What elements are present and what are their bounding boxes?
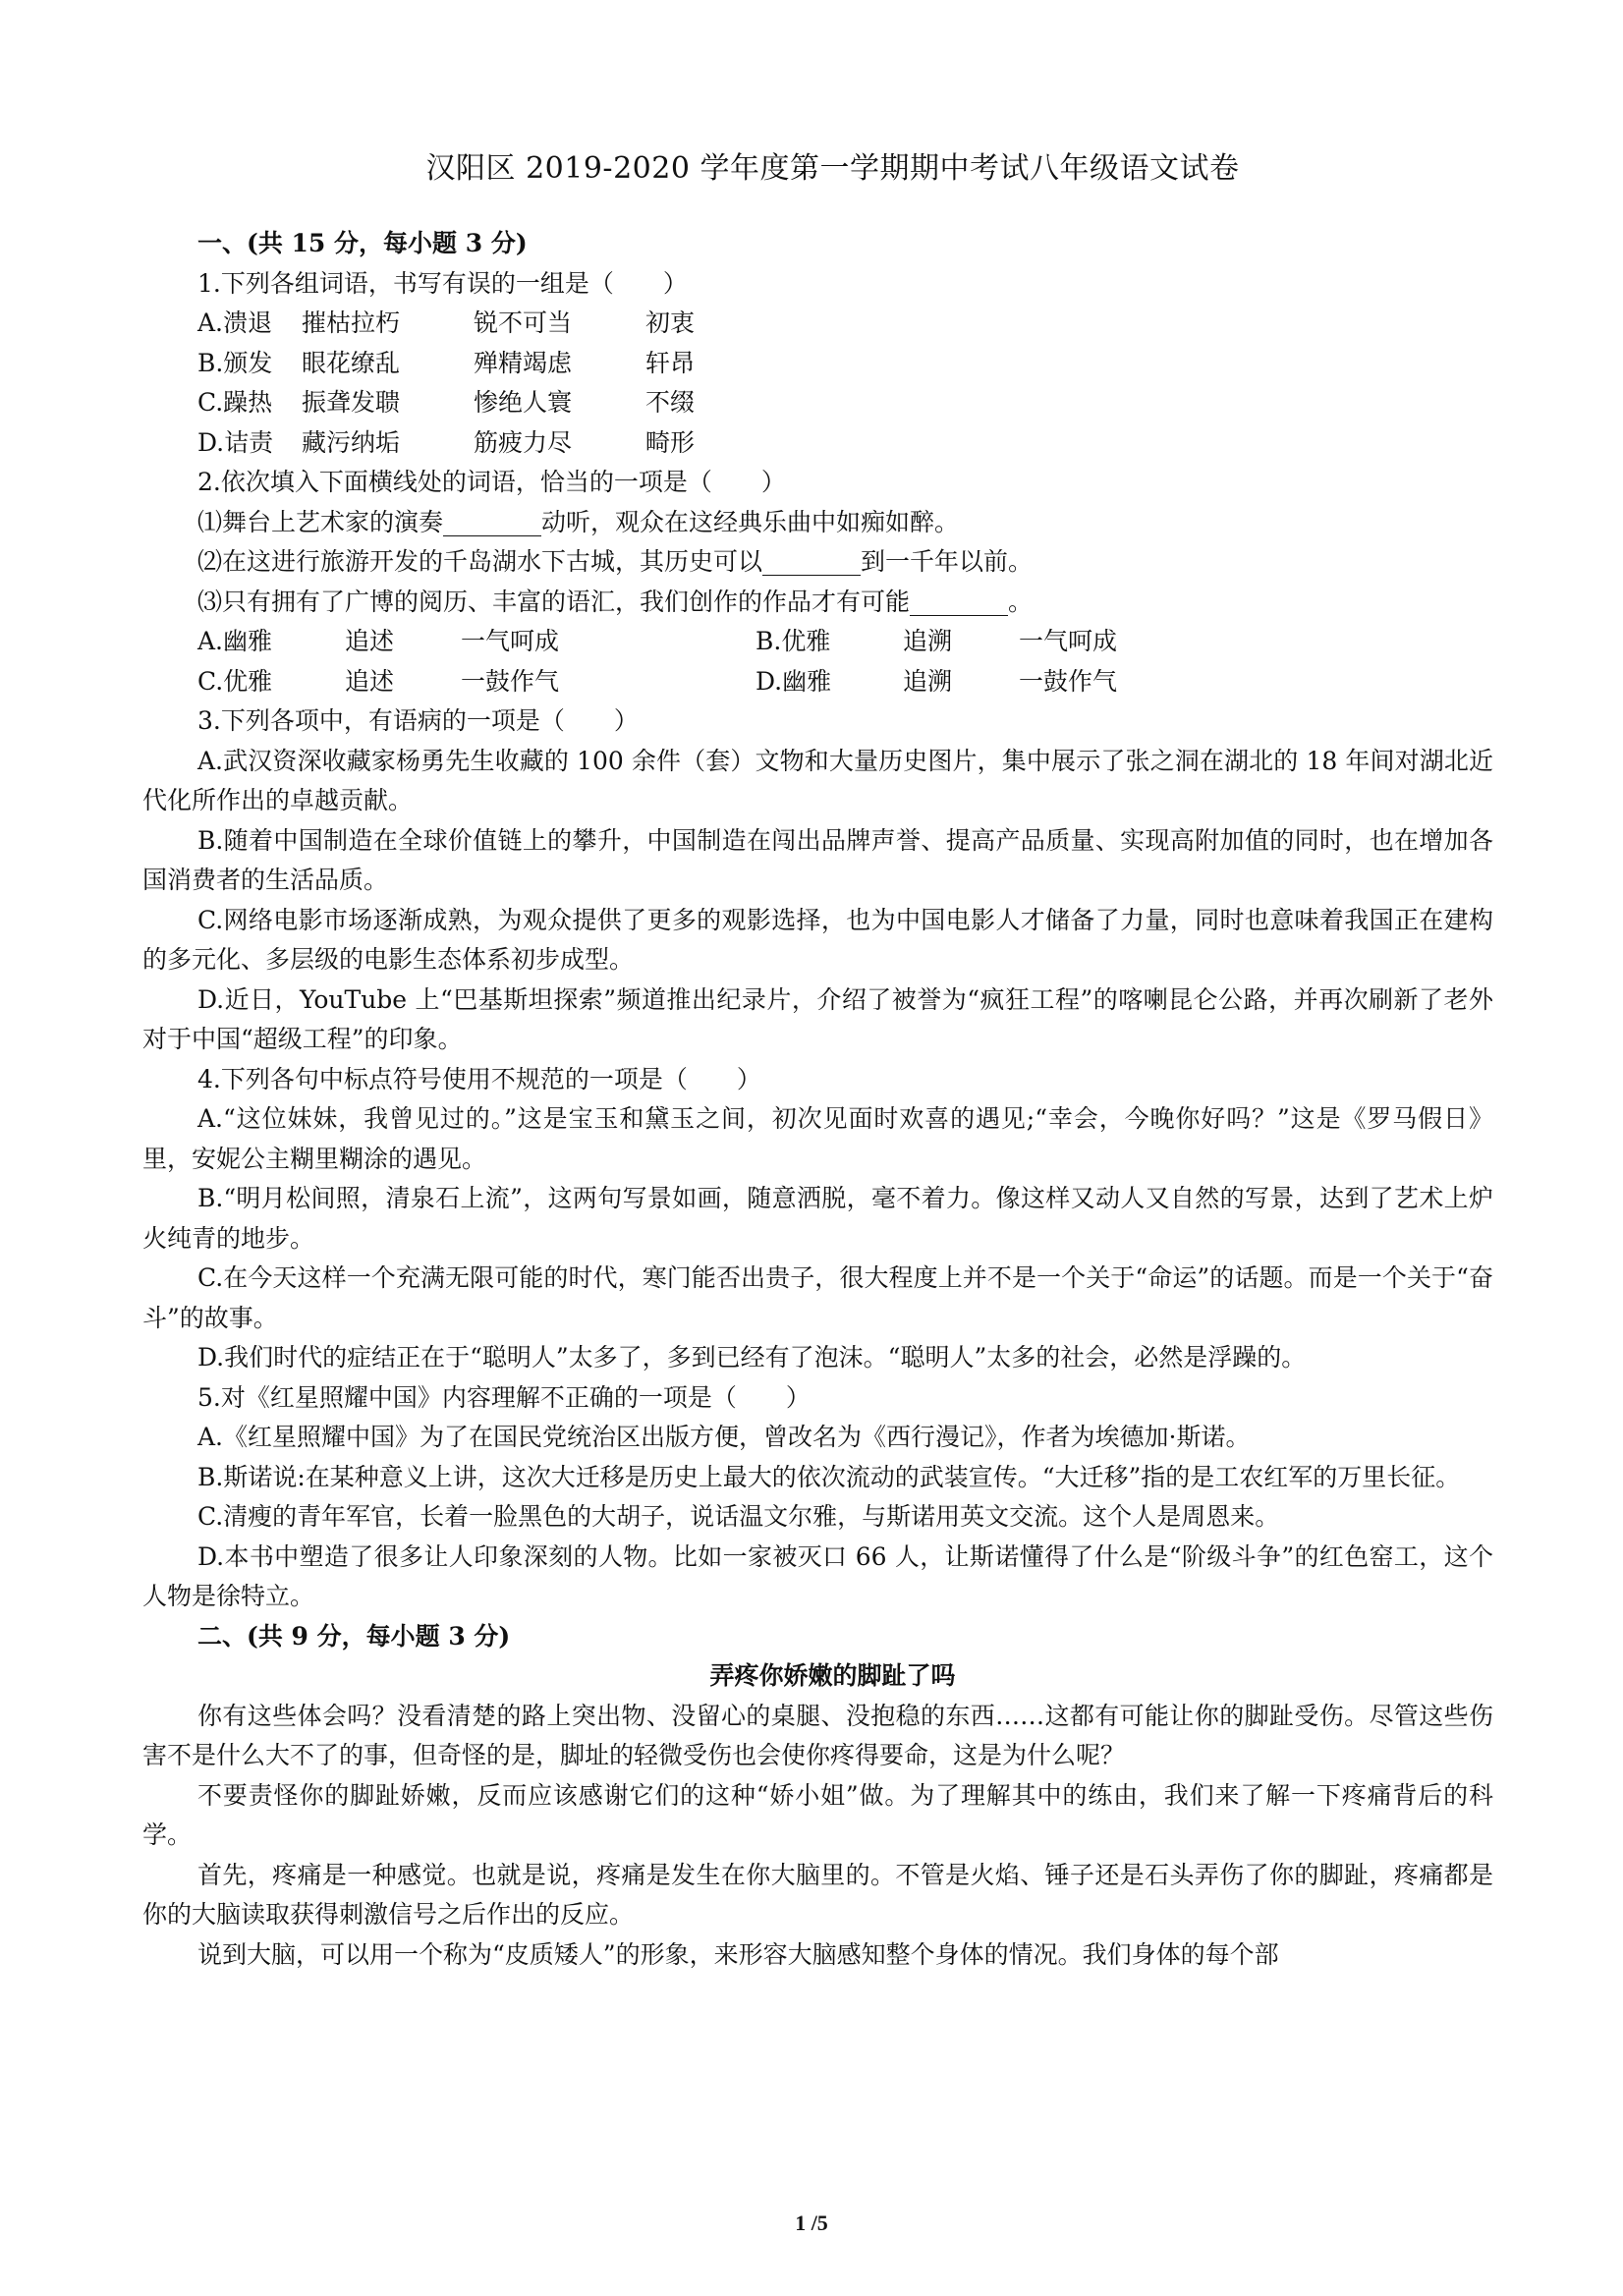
option-word: 殚精竭虑 bbox=[474, 348, 573, 377]
q1-option-a bbox=[142, 304, 1493, 344]
option-word: 振聋发聩 bbox=[302, 388, 401, 417]
q2-options-row-1 bbox=[142, 622, 1493, 662]
option-word: 一鼓作气 bbox=[461, 666, 560, 696]
q2-sentence-3: ⑶只有拥有了广博的阅历、丰富的语汇，我们创作的作品才有可能________。 bbox=[197, 587, 1034, 616]
option-word: 一气呵成 bbox=[461, 627, 560, 655]
q1-option-b bbox=[142, 344, 1493, 384]
option-word: 追溯 bbox=[903, 627, 953, 655]
q1-option-c bbox=[142, 383, 1493, 423]
q3-option-d: D.近日，YouTube 上“巴基斯坦探索”频道推出纪录片，介绍了被誉为“疯狂工程”的喀喇昆仑公路，并再次刷新了老外对于中国“超级工程”的印象。 bbox=[142, 984, 1493, 1053]
question-5-stem: 5.对《红星照耀中国》内容理解不正确的一项是（ ） bbox=[197, 1382, 811, 1412]
question-2-stem: 2.依次填入下面横线处的词语，恰当的一项是（ ） bbox=[197, 468, 786, 496]
option-label: B.颁发 bbox=[197, 348, 273, 377]
page-title: 汉阳区 2019-2020 学年度第一学期期中考试八年级语文试卷 bbox=[425, 151, 1240, 186]
q4-option-c: C.在今天这样一个充满无限可能的时代，寒门能否出贵子，很大程度上并不是一个关于“命运”的话题。而是一个关于“奋斗”的故事。 bbox=[142, 1263, 1493, 1332]
q4-option-b: B.“明月松间照，清泉石上流”，这两句写景如画，随意洒脱，毫不着力。像这样又动人又自然的写景，达到了艺术上炉火纯青的地步。 bbox=[142, 1184, 1493, 1253]
article-paragraph-2: 不要责怪你的脚趾娇嫩，反而应该感谢它们的这种“娇小姐”做。为了理解其中的练由，我们来了解一下疼痛背后的科学。 bbox=[142, 1780, 1493, 1849]
q5-option-c: C.清瘦的青年军官，长着一脸黑色的大胡子，说话温文尔雅，与斯诺用英文交流。这个人是周恩来。 bbox=[197, 1502, 1280, 1531]
q2-sentence-1: ⑴舞台上艺术家的演奏________动听，观众在这经典乐曲中如痴如醉。 bbox=[197, 507, 960, 536]
option-label: D.诘责 bbox=[197, 427, 274, 457]
option-word: 追述 bbox=[345, 627, 395, 655]
q3-option-c: C.网络电影市场逐渐成熟，为观众提供了更多的观影选择，也为中国电影人才储备了力量，同时也意味着我国正在建构的多元化、多层级的电影生态体系初步成型。 bbox=[142, 905, 1493, 974]
option-word: 追述 bbox=[345, 666, 395, 696]
option-word: 藏污纳垢 bbox=[302, 427, 401, 457]
q5-option-a: A.《红星照耀中国》为了在国民党统治区出版方便，曾改名为《西行漫记》，作者为埃德加·斯诺。 bbox=[197, 1423, 1251, 1451]
option-word: 畸形 bbox=[645, 427, 696, 457]
article-paragraph-3: 首先，疼痛是一种感觉。也就是说，疼痛是发生在你大脑里的。不管是火焰、锤子还是石头弄伤了你的脚趾，疼痛都是你的大脑读取获得刺激信号之后作出的反应。 bbox=[142, 1860, 1493, 1929]
article-paragraph-4: 说到大脑，可以用一个称为“皮质矮人”的形象，来形容大脑感知整个身体的情况。我们身体的每个部 bbox=[197, 1939, 1279, 1969]
article-title: 弄疼你娇嫩的脚趾了吗 bbox=[709, 1661, 956, 1690]
section-1-header: 一、(共 15 分，每小题 3 分) bbox=[197, 229, 528, 257]
option-label: D.幽雅 bbox=[756, 666, 832, 696]
question-4-stem: 4.下列各句中标点符号使用不规范的一项是（ ） bbox=[197, 1064, 761, 1093]
option-label: A.溃退 bbox=[197, 308, 273, 337]
option-label: B.优雅 bbox=[756, 627, 831, 655]
question-3-stem: 3.下列各项中，有语病的一项是（ ） bbox=[197, 706, 639, 735]
q2-options-row-2 bbox=[142, 662, 1493, 702]
section-2-header: 二、(共 9 分，每小题 3 分) bbox=[197, 1621, 511, 1651]
article-paragraph-1: 你有这些体会吗？没看清楚的路上突出物、没留心的桌腿、没抱稳的东西……这都有可能让你的脚趾受伤。尽管这些伤害不是什么大不了的事，但奇怪的是，脚址的轻微受伤也会使你疼得要命，这是为什么呢？ bbox=[142, 1701, 1493, 1769]
q1-option-d bbox=[142, 423, 1493, 464]
q5-option-b: B.斯诺说:在某种意义上讲，这次大迁移是历史上最大的依次流动的武装宣传。“大迁移”指的是工农红军的万里长征。 bbox=[197, 1462, 1461, 1491]
option-word: 一气呵成 bbox=[1019, 627, 1118, 655]
option-label: C.躁热 bbox=[197, 388, 273, 417]
question-1-stem: 1.下列各组词语，书写有误的一组是（ ） bbox=[197, 268, 688, 298]
option-label: A.幽雅 bbox=[197, 627, 273, 655]
q4-option-d: D.我们时代的症结正在于“聪明人”太多了，多到已经有了泡沫。“聪明人”太多的社会，必然是浮躁的。 bbox=[197, 1343, 1307, 1372]
option-word: 惨绝人寰 bbox=[474, 388, 573, 417]
option-word: 筋疲力尽 bbox=[474, 427, 573, 457]
page-content bbox=[142, 149, 1493, 1975]
option-word: 初衷 bbox=[645, 308, 696, 337]
option-label: C.优雅 bbox=[197, 666, 273, 696]
page-number: 1 /5 bbox=[795, 2211, 828, 2235]
q3-option-a: A.武汉资深收藏家杨勇先生收藏的 100 余件（套）文物和大量历史图片，集中展示了张之洞在湖北的 18 年间对湖北近代化所作出的卓越贡献。 bbox=[142, 746, 1493, 814]
option-word: 轩昂 bbox=[645, 348, 696, 377]
option-word: 一鼓作气 bbox=[1019, 666, 1118, 696]
q3-option-b: B.随着中国制造在全球价值链上的攀升，中国制造在闯出品牌声誉、提高产品质量、实现高附加值的同时，也在增加各国消费者的生活品质。 bbox=[142, 825, 1493, 894]
option-word: 摧枯拉朽 bbox=[302, 308, 401, 337]
q4-option-a: A.“这位妹妹，我曾见过的。”这是宝玉和黛玉之间，初次见面时欢喜的遇见;“幸会，今晚你好吗？”这是《罗马假日》里，安妮公主糊里糊涂的遇见。 bbox=[142, 1104, 1493, 1173]
option-word: 追溯 bbox=[903, 666, 953, 696]
option-word: 锐不可当 bbox=[474, 308, 573, 337]
option-word: 眼花缭乱 bbox=[302, 348, 401, 377]
q2-sentence-2: ⑵在这进行旅游开发的千岛湖水下古城，其历史可以________到一千年以前。 bbox=[197, 547, 1034, 576]
q5-option-d: D.本书中塑造了很多让人印象深刻的人物。比如一家被灭口 66 人，让斯诺懂得了什么是“阶级斗争”的红色窑工，这个人物是徐特立。 bbox=[142, 1541, 1493, 1610]
option-word: 不缀 bbox=[645, 388, 696, 417]
